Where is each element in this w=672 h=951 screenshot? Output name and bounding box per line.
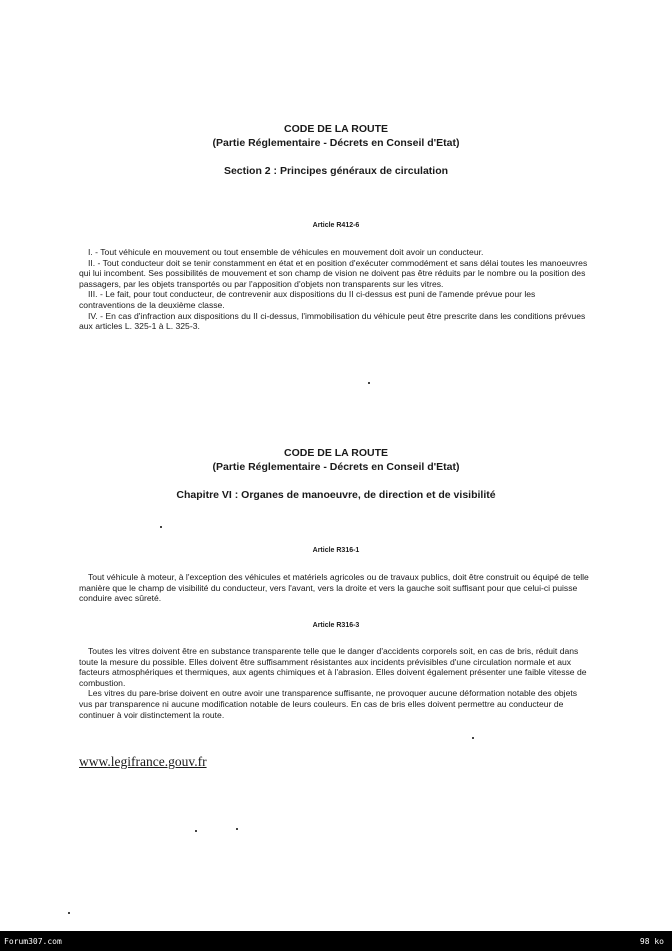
paragraph: Tout véhicule à moteur, à l'exception des véhicules et matériels agricoles ou de travaux publics, doit être construit ou équipé de telle manière que le champ de visibilité du conducteur, vers l'avant, vers la droite et vers la gauche soit suffisant pour que celui-ci puisse conduire avec sûreté.: [79, 572, 589, 604]
paragraph: I. - Tout véhicule en mouvement ou tout ensemble de véhicules en mouvement doit avoir un conducteur.: [88, 247, 484, 257]
block1-title: CODE DE LA ROUTE: [283, 123, 389, 135]
paragraph: Les vitres du pare-brise doivent en outre avoir une transparence suffisante, ne provoquer aucune déformation notable des objets vus par transparence ni aucune modification notable de leurs couleurs. En cas de bris elles doivent permettre au conducteur de continuer à voir distinctement la route.: [79, 688, 578, 720]
paragraph: Toutes les vitres doivent être en substance transparente telle que le danger d'accidents corporels soit, en cas de bris, réduit dans toute la mesure du possible. Elles doivent être suffisamment résistantes aux incidents prévisibles d'une circulation normale et aux facteurs atmosphériques et thermiques, aux agents chimiques et à l'abrasion. Elles doivent également présenter une faible vitesse de combustion.: [79, 646, 587, 688]
block1-subtitle: (Partie Réglementaire - Décrets en Conseil d'Etat): [212, 137, 460, 149]
block1-body: [79, 247, 589, 332]
block1-section: Section 2 : Principes généraux de circulation: [223, 165, 449, 177]
paragraph: IV. - En cas d'infraction aux dispositions du II ci-dessus, l'immobilisation du véhicule peut être prescrite dans les conditions prévues aux articles L. 325-1 à L. 325-3.: [79, 310, 586, 332]
block2-title: CODE DE LA ROUTE: [283, 447, 389, 459]
footer-size: 98 ko: [639, 937, 664, 946]
block2-article1-body: [79, 572, 589, 604]
footer-site: Forum307.com: [4, 937, 62, 946]
block2-article2: Article R316-3: [312, 622, 360, 629]
block2-subtitle: (Partie Réglementaire - Décrets en Conseil d'Etat): [212, 461, 460, 473]
legifrance-link[interactable]: www.legifrance.gouv.fr: [79, 754, 207, 769]
scan-speck: [160, 526, 162, 528]
scan-speck: [195, 830, 197, 832]
scan-speck: [368, 382, 370, 384]
scan-speck: [472, 737, 474, 739]
scan-speck: [236, 828, 238, 830]
paragraph: III. - Le fait, pour tout conducteur, de contrevenir aux dispositions du II ci-dessus est puni de l'amende prévue pour les contraventions de la deuxième classe.: [79, 289, 536, 310]
block2-article2-body: [79, 646, 589, 720]
scan-speck: [68, 912, 70, 914]
block1-article: Article R412-6: [312, 222, 360, 229]
block2-article1: Article R316-1: [312, 547, 360, 554]
footer-bar: [0, 931, 672, 951]
block2-chapter: Chapitre VI : Organes de manoeuvre, de direction et de visibilité: [176, 489, 496, 501]
paragraph: II. - Tout conducteur doit se tenir constamment en état et en position d'exécuter commodément et sans délai toutes les manoeuvres qui lui incombent. Ses possibilités de mouvement et son champ de vision ne doivent pas être réduits par le nombre ou la position des passagers, par les objets transportés ou par l'apposition d'objets non transparents sur les vitres.: [79, 257, 588, 289]
